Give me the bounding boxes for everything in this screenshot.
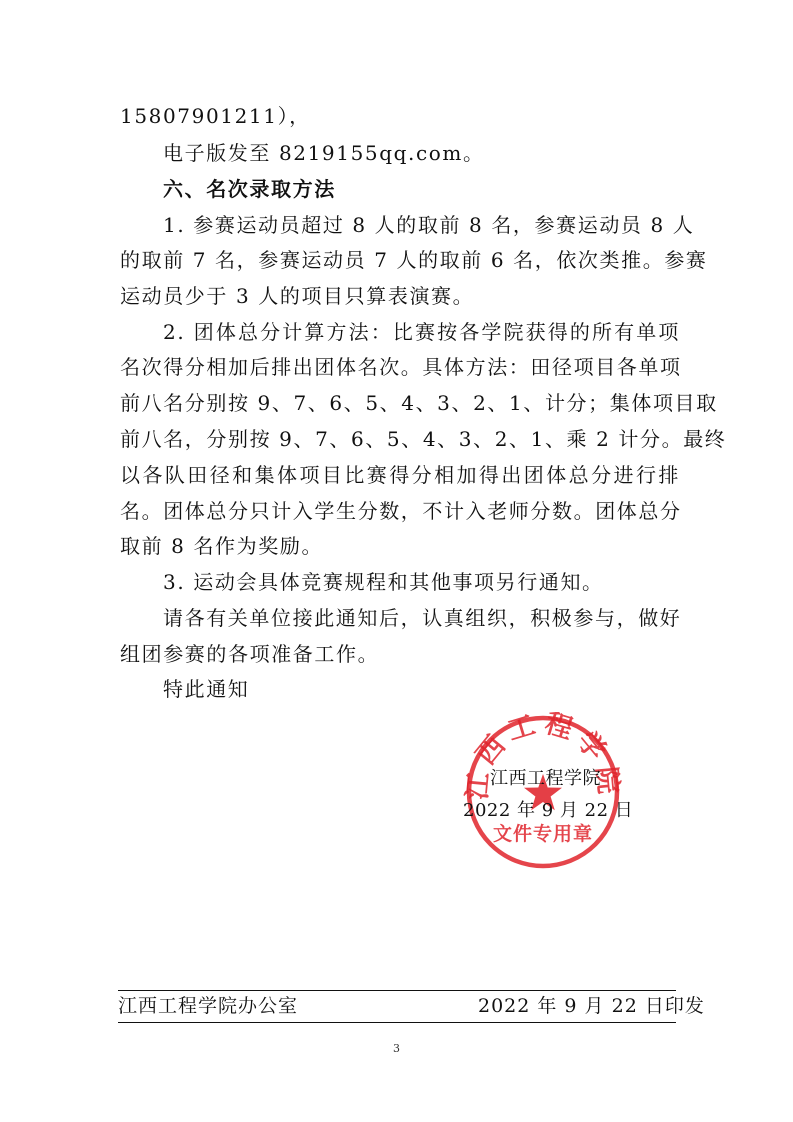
- text-line: 取前 8 名作为奖励。: [120, 534, 324, 558]
- text-line: 前八名，分别按 9、7、6、5、4、3、2、1、乘 2 计分。最终: [120, 427, 727, 451]
- signature-date: 2022 年 9 月 22 日: [463, 800, 634, 821]
- text-line: 3. 运动会具体竞赛规程和其他事项另行通知。: [163, 570, 604, 594]
- text-line: 前八名分别按 9、7、6、5、4、3、2、1、计分；集体项目取: [120, 391, 718, 415]
- official-seal: [463, 712, 623, 872]
- seal-bottom-text: 文件专用章: [492, 823, 594, 845]
- text-line: 运动员少于 3 人的项目只算表演赛。: [120, 284, 475, 308]
- footer-top-rule: [118, 990, 676, 991]
- section-heading: 六、名次录取方法: [163, 177, 336, 201]
- text-line: 1. 参赛运动员超过 8 人的取前 8 名，参赛运动员 8 人: [163, 213, 695, 237]
- text-line: 的取前 7 名，参赛运动员 7 人的取前 6 名，依次类推。参赛: [120, 248, 708, 272]
- text-line: 特此通知: [163, 677, 250, 701]
- text-line: 以各队田径和集体项目比赛得分相加得出团体总分进行排: [120, 463, 680, 487]
- page-number: 3: [393, 1042, 400, 1055]
- seal-arc-text: 江西工程学院: [463, 712, 623, 802]
- text-line: 电子版发至 8219155qq.com。: [163, 141, 485, 165]
- text-line: 15807901211），: [120, 104, 311, 128]
- footer-office: 江西工程学院办公室: [118, 995, 299, 1017]
- text-line: 请各有关单位接此通知后，认真组织，积极参与，做好: [163, 606, 682, 630]
- footer-issue-date: 2022 年 9 月 22 日印发: [478, 995, 705, 1017]
- text-line: 组团参赛的各项准备工作。: [120, 642, 380, 666]
- text-line: 2. 团体总分计算方法：比赛按各学院获得的所有单项: [163, 320, 680, 344]
- footer-bottom-rule: [118, 1022, 676, 1023]
- text-line: 名。团体总分只计入学生分数，不计入老师分数。团体总分: [120, 499, 682, 523]
- seal-graphic: [463, 712, 623, 872]
- issuer-name: 江西工程学院: [490, 768, 601, 789]
- text-line: 名次得分相加后排出团体名次。具体方法：田径项目各单项: [120, 355, 682, 379]
